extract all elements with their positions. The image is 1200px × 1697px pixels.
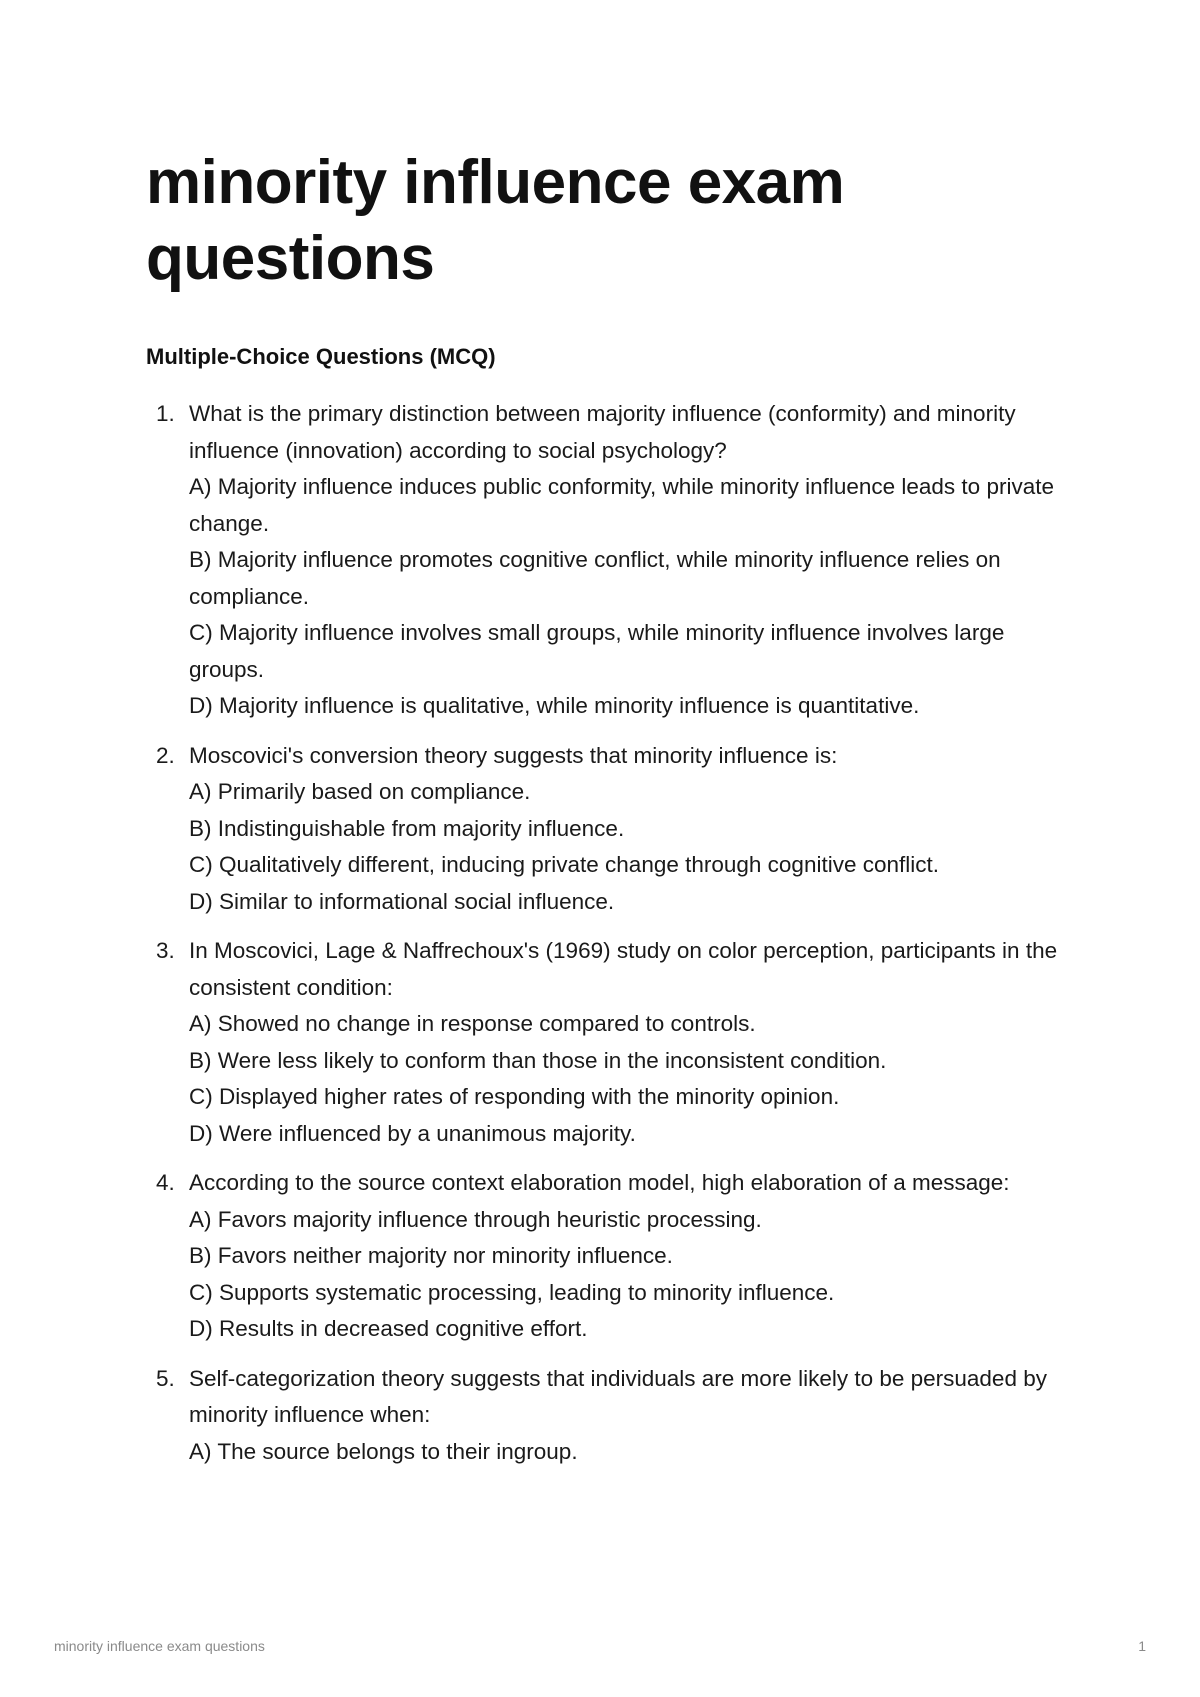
question-item-5 [146,1361,1076,1471]
question-text: What is the primary distinction between majority influence (conformity) and minority influence (innovation) according to social psychology? [189,401,1016,463]
footer-document-title: minority influence exam questions [54,1638,265,1654]
answer-option-c: C) Supports systematic processing, leading to minority influence. [189,1279,835,1305]
answer-option-c: C) Qualitatively different, inducing private change through cognitive conflict. [189,852,940,877]
answer-option-c: C) Majority influence involves small groups, while minority influence involves large groups. [189,620,1005,682]
question-number: 4. [156,1170,175,1195]
answer-option-b: B) Favors neither majority nor minority influence. [189,1243,673,1268]
question-item-3 [146,933,1076,1152]
answer-option-b: B) Majority influence promotes cognitive conflict, while minority influence relies on compliance. [189,547,1001,609]
question-text: Moscovici's conversion theory suggests that minority influence is: [189,742,838,768]
answer-option-b: B) Were less likely to conform than those in the inconsistent condition. [189,1047,887,1073]
question-number: 1. [156,401,175,426]
question-text: In Moscovici, Lage & Naffrechoux's (1969) study on color perception, participants in the consistent condition: [189,938,1058,1000]
answer-option-d: D) Majority influence is qualitative, while minority influence is quantitative. [189,693,920,718]
answer-option-c: C) Displayed higher rates of responding with the minority opinion. [189,1084,840,1109]
page-title: minority influence exam questions [146,148,845,293]
question-item-1 [146,396,1076,725]
question-list [146,396,1076,1483]
answer-option-d: D) Similar to informational social influence. [189,888,615,914]
question-number: 3. [156,938,175,963]
answer-option-a: A) Primarily based on compliance. [189,779,531,804]
answer-option-a: A) Majority influence induces public conformity, while minority influence leads to private change. [189,474,1054,536]
answer-option-a: A) The source belongs to their ingroup. [189,1438,578,1464]
answer-option-d: D) Were influenced by a unanimous majority. [189,1120,636,1146]
answer-option-d: D) Results in decreased cognitive effort. [189,1316,588,1341]
question-number: 2. [156,742,175,768]
question-number: 5. [156,1365,175,1391]
section-heading: Multiple-Choice Questions (MCQ) [146,344,496,369]
footer-page-number: 1 [1138,1638,1146,1654]
answer-option-b: B) Indistinguishable from majority influence. [189,815,625,841]
question-text: Self-categorization theory suggests that individuals are more likely to be persuaded by minority influence when: [189,1365,1047,1427]
question-item-4 [146,1165,1076,1348]
answer-option-a: A) Showed no change in response compared to controls. [189,1011,756,1036]
answer-option-a: A) Favors majority influence through heuristic processing. [189,1206,762,1232]
question-text: According to the source context elaboration model, high elaboration of a message: [189,1170,1010,1195]
question-item-2 [146,738,1076,921]
